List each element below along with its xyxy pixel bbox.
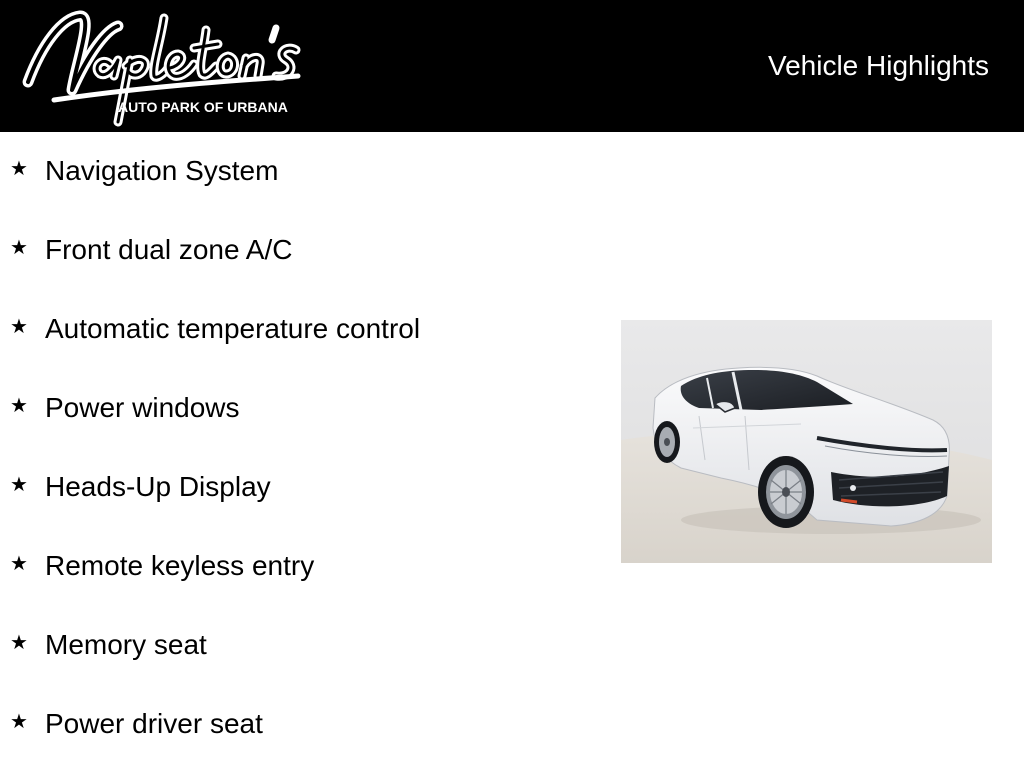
highlight-label: Front dual zone A/C: [45, 234, 293, 265]
highlight-label: Power driver seat: [45, 708, 263, 739]
highlight-item: [0, 132, 600, 211]
highlight-item: [0, 527, 600, 606]
highlight-item: [0, 211, 600, 290]
highlight-label: Remote keyless entry: [45, 550, 315, 581]
star-icon: ★: [10, 553, 28, 575]
star-icon: ★: [10, 711, 28, 733]
dealer-logo-mark: [14, 4, 304, 128]
highlights-list: [0, 132, 600, 764]
vehicle-illustration: [621, 320, 992, 563]
star-icon: ★: [10, 395, 28, 417]
star-icon: ★: [10, 632, 28, 654]
star-icon: ★: [10, 158, 28, 180]
dealer-logo: [14, 4, 304, 128]
highlight-label: Memory seat: [45, 629, 207, 660]
star-icon: ★: [10, 316, 28, 338]
highlight-item: [0, 369, 600, 448]
highlight-label: Automatic temperature control: [45, 313, 421, 344]
page-title: Vehicle Highlights: [767, 50, 989, 81]
highlight-label: Heads-Up Display: [45, 471, 271, 502]
rear-wheel: [654, 421, 680, 463]
highlight-item: [0, 290, 600, 369]
highlight-item: [0, 448, 600, 527]
vehicle-photo: [621, 320, 992, 563]
header-bar: [0, 0, 1024, 132]
highlight-item: [0, 606, 600, 685]
front-wheel: [758, 456, 814, 528]
highlight-label: Power windows: [45, 392, 240, 423]
star-icon: ★: [10, 237, 28, 259]
highlight-item: [0, 685, 600, 764]
star-icon: ★: [10, 474, 28, 496]
dealer-logo-subtitle: AUTO PARK OF URBANA: [118, 99, 288, 115]
highlight-label: Navigation System: [45, 155, 279, 186]
